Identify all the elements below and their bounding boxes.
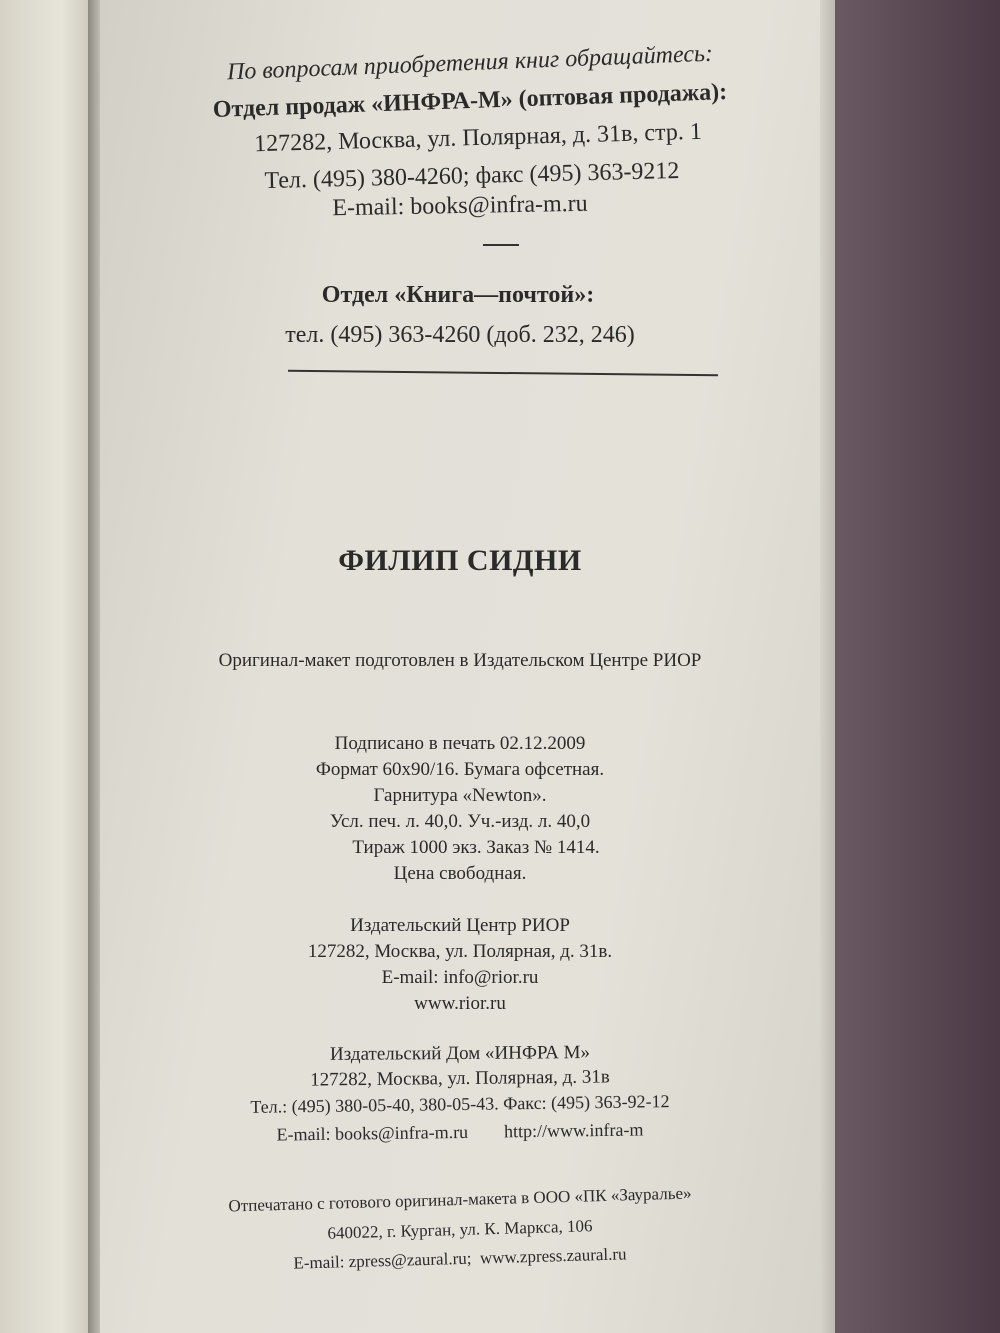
sales-phone: Тел. (495) 380-4260; факс (495) 363-9212 — [264, 157, 680, 195]
printer-name: Отпечатано с готового оригинал-макета в ООО «ПК «Зауралье» — [228, 1183, 692, 1216]
sales-address: 127282, Москва, ул. Полярная, д. 31в, стр. 1 — [253, 118, 703, 158]
imprint-line-5: Тираж 1000 экз. Заказ № 1414. — [352, 837, 600, 858]
mail-dept-heading: Отдел «Книга—почтой»: — [321, 282, 595, 308]
imprint-line-3: Гарнитура «Newton». — [373, 785, 547, 806]
imprint-line-4: Усл. печ. л. 40,0. Уч.-изд. л. 40,0 — [329, 811, 591, 832]
contacts-intro: По вопросам приобретения книг обращайтесь: — [226, 40, 714, 86]
left-page-edge — [0, 0, 90, 1333]
infra-address: 127282, Москва, ул. Полярная, д. 31в — [310, 1066, 610, 1091]
infra-email-web: E-mail: books@infra-m.ru http://www.infra-m — [276, 1119, 644, 1145]
infra-phone: Тел.: (495) 380-05-40, 380-05-43. Факс: (495) 363-92-12 — [250, 1091, 670, 1117]
printer-address: 640022, г. Курган, ул. К. Маркса, 106 — [327, 1216, 593, 1243]
rior-website: www.rior.ru — [414, 993, 506, 1014]
imprint-line-2: Формат 60х90/16. Бумага офсетная. — [315, 759, 605, 780]
background-right — [830, 0, 1000, 1333]
horizontal-rule — [288, 370, 718, 377]
book-title: ФИЛИП СИДНИ — [338, 544, 582, 577]
sales-dept-heading: Отдел продаж «ИНФРА-М» (оптовая продажа): — [212, 79, 728, 123]
printer-contacts: E-mail: zpress@zaural.ru; www.zpress.zaural.ru — [293, 1244, 627, 1273]
infra-name: Издательский Дом «ИНФРА М» — [329, 1042, 591, 1065]
imprint-line-1: Подписано в печать 02.12.2009 — [334, 733, 586, 754]
layout-note: Оригинал-макет подготовлен в Издательском Центре РИОР — [218, 650, 702, 671]
rior-email: E-mail: info@rior.ru — [381, 967, 539, 988]
rior-name: Издательский Центр РИОР — [350, 915, 570, 936]
sales-email: E-mail: books@infra-m.ru — [332, 190, 588, 222]
separator-dash — [483, 244, 519, 246]
imprint-line-6: Цена свободная. — [393, 863, 527, 884]
book-page — [100, 0, 820, 1333]
mail-phone: тел. (495) 363-4260 (доб. 232, 246) — [285, 322, 635, 348]
rior-address: 127282, Москва, ул. Полярная, д. 31в. — [307, 941, 613, 962]
